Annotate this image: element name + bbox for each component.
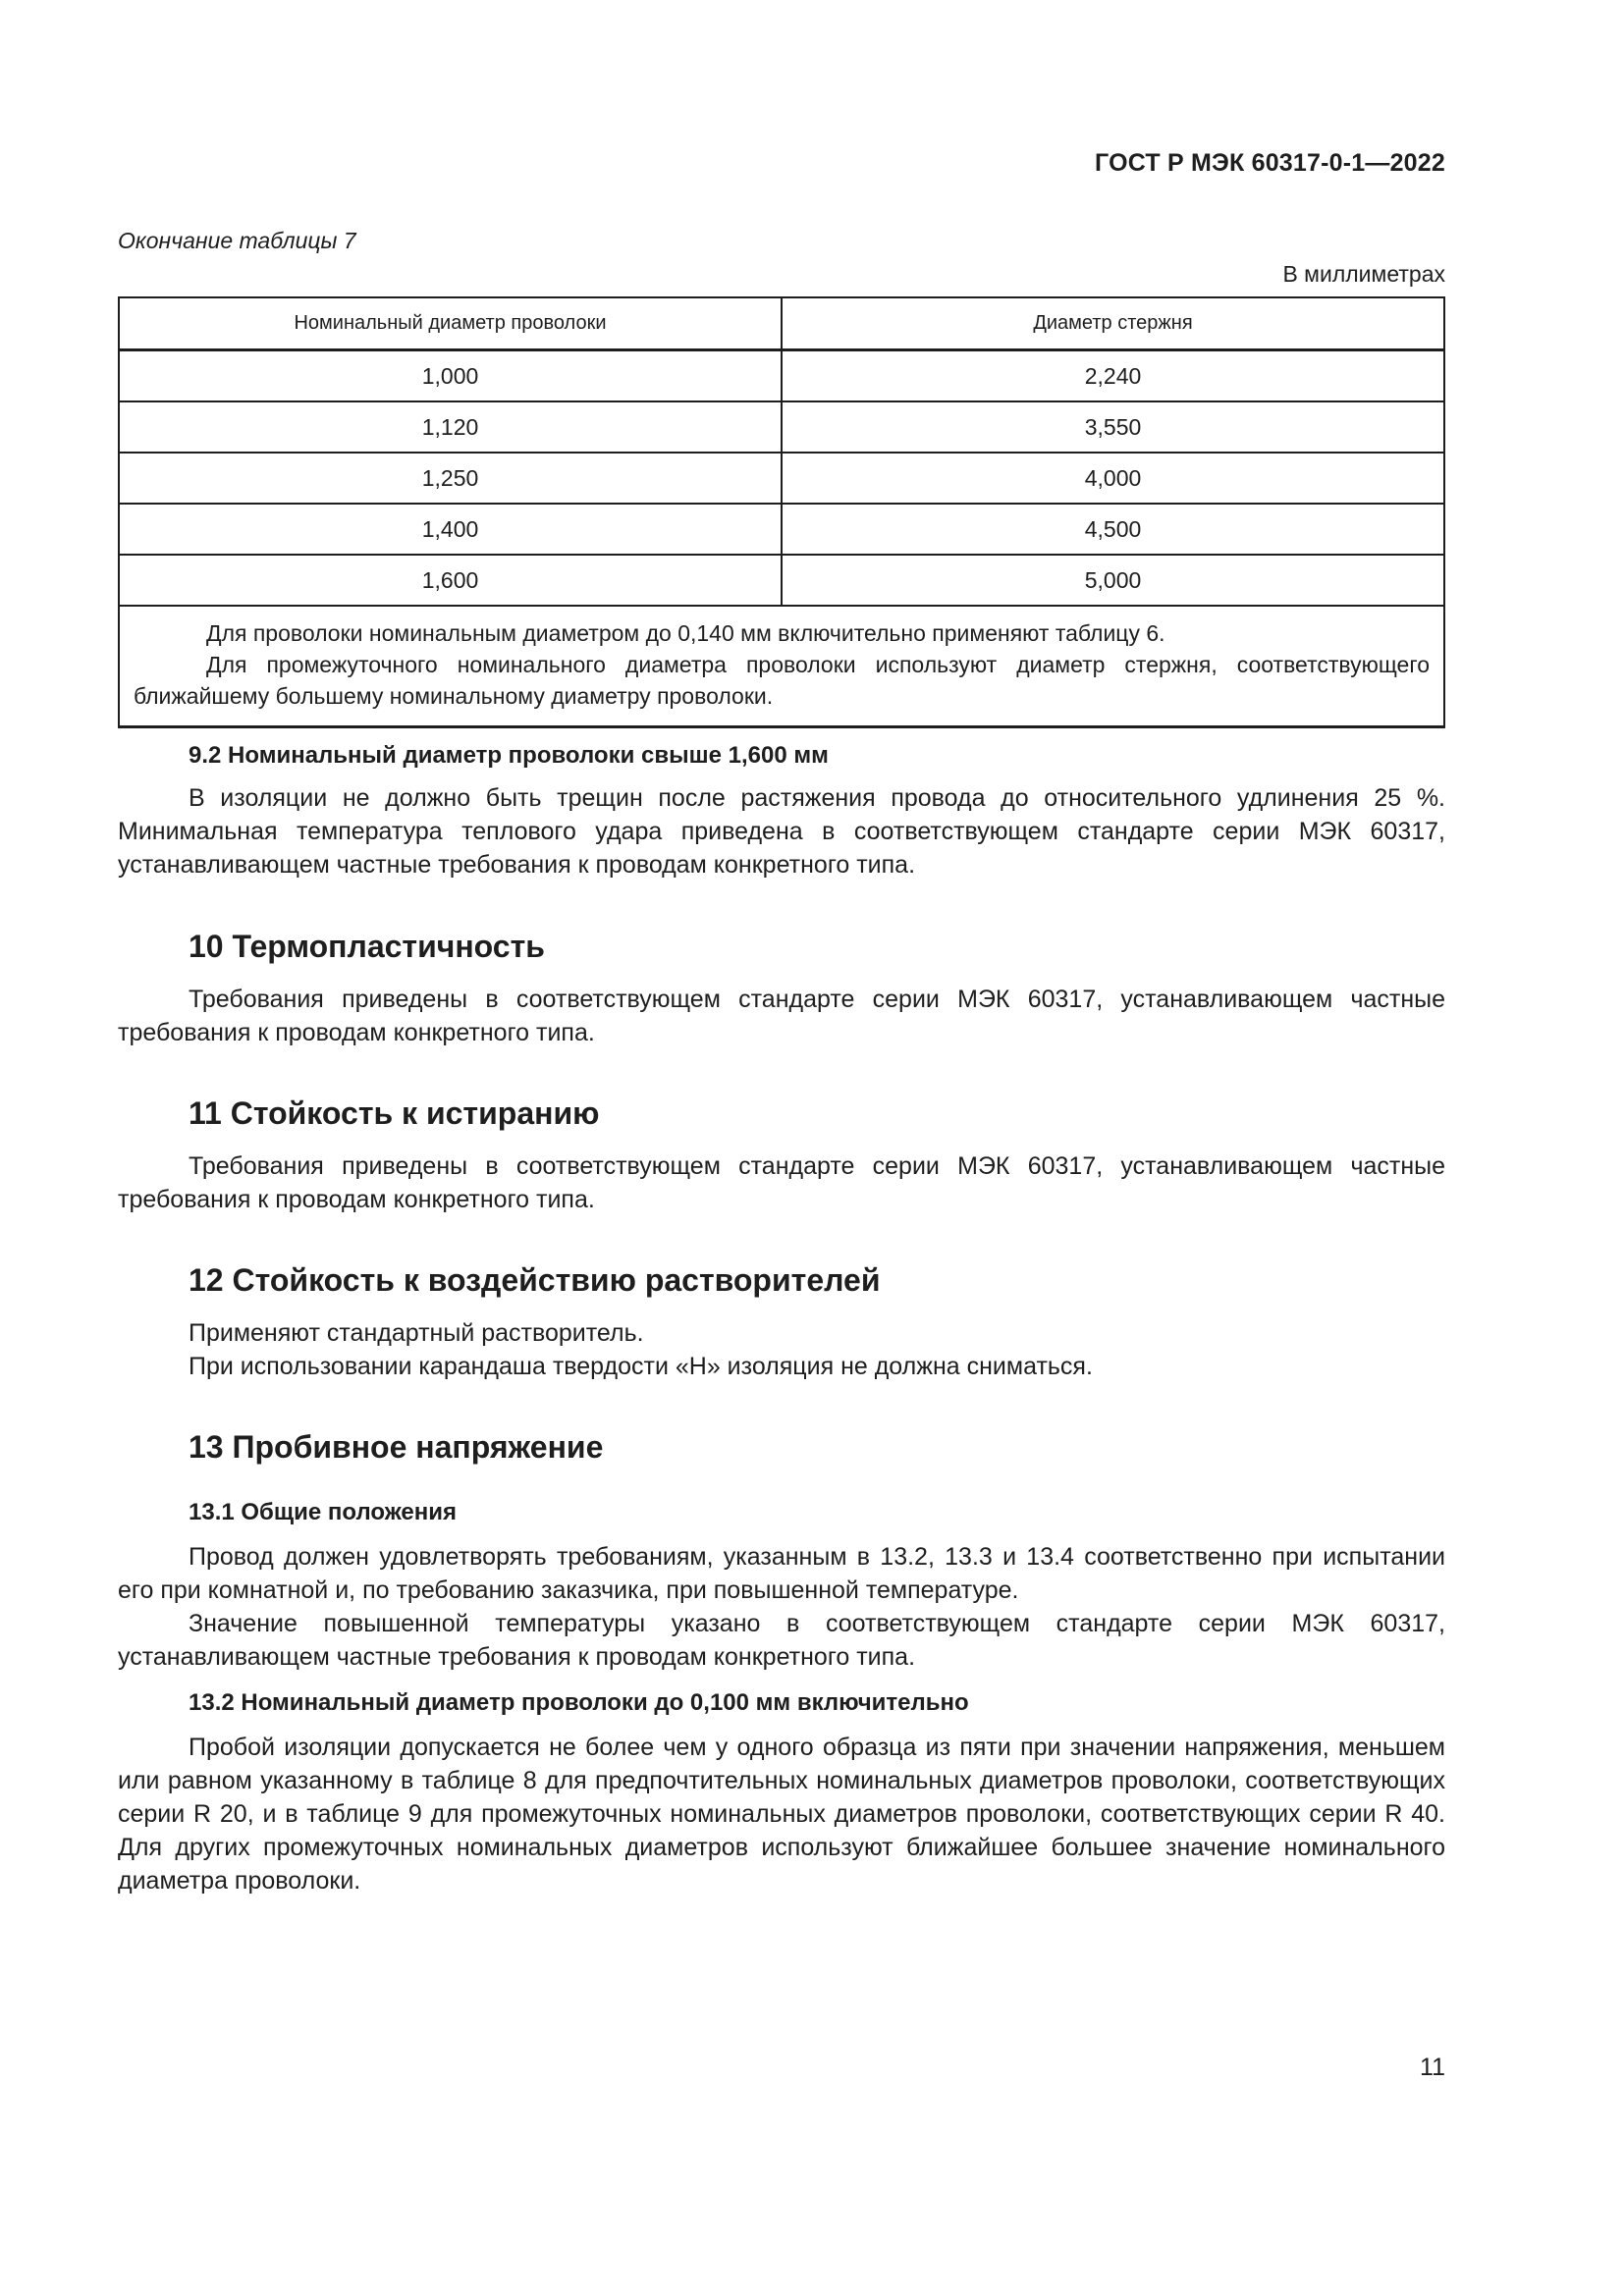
- section-10: [118, 929, 1445, 1049]
- table-row: [119, 453, 1444, 504]
- document-code: ГОСТ Р МЭК 60317-0-1—2022: [1095, 149, 1445, 177]
- table-row: [119, 555, 1444, 606]
- table-note-row: [119, 606, 1444, 727]
- table-cell: 1,120: [119, 401, 782, 453]
- paragraph: В изоляции не должно быть трещин после растяжения провода до относительного удлинения 25 %. Минимальная температура теплового удара приведена в соответствующем стандарте серии МЭК 60317, устанавливающем частные требования к проводам конкретного типа.: [118, 784, 1445, 879]
- table-cell: 2,240: [782, 350, 1444, 402]
- table-7: [118, 296, 1445, 728]
- table-row: [119, 350, 1444, 402]
- section-heading: 11 Стойкость к истиранию: [189, 1095, 600, 1131]
- table-cell: 5,000: [782, 555, 1444, 606]
- table-note: [119, 606, 1444, 727]
- table-note-line: Для проволоки номинальным диаметром до 0,140 мм включительно применяют таблицу 6.: [206, 620, 1165, 646]
- table-cell: 1,250: [119, 453, 782, 504]
- table-cell: 4,000: [782, 453, 1444, 504]
- table-cell: 4,500: [782, 504, 1444, 555]
- paragraph: Провод должен удовлетворять требованиям, указанным в 13.2, 13.3 и 13.4 соответственно при испытании его при комнатной и, по требованию заказчика, при повышенной температуре.: [118, 1543, 1445, 1604]
- section-heading: 13 Пробивное напряжение: [189, 1429, 604, 1465]
- paragraph: Требования приведены в соответствующем стандарте серии МЭК 60317, устанавливающем частные требования к проводам конкретного типа.: [118, 1152, 1445, 1213]
- table-cell: 1,000: [119, 350, 782, 402]
- subsection-heading: 13.2 Номинальный диаметр проволоки до 0,100 мм включительно: [189, 1689, 969, 1716]
- section-11: [118, 1095, 1445, 1216]
- table-cell: 3,550: [782, 401, 1444, 453]
- section-13: [118, 1429, 1445, 1897]
- section-heading: 10 Термопластичность: [189, 929, 545, 964]
- table-row: [119, 401, 1444, 453]
- table-cell: 1,400: [119, 504, 782, 555]
- section-heading: 9.2 Номинальный диаметр проволоки свыше 1,600 мм: [189, 742, 829, 769]
- table-row: [119, 504, 1444, 555]
- subsection-heading: 13.1 Общие положения: [189, 1499, 458, 1525]
- paragraph: При использовании карандаша твердости «Н» изоляция не должна сниматься.: [189, 1353, 1093, 1380]
- table-units: В миллиметрах: [1282, 261, 1445, 287]
- paragraph: Требования приведены в соответствующем стандарте серии МЭК 60317, устанавливающем частные требования к проводам конкретного типа.: [118, 986, 1445, 1046]
- table-caption: Окончание таблицы 7: [118, 228, 356, 253]
- paragraph: Применяют стандартный растворитель.: [189, 1319, 644, 1347]
- section-heading: 12 Стойкость к воздействию растворителей: [189, 1262, 881, 1298]
- paragraph: Пробой изоляции допускается не более чем у одного образца из пяти при значении напряжения, меньшем или равном указанному в таблице 8 для предпочтительных номинальных диаметров проволоки, соответствующих серии R 20, и в таблице 9 для промежуточных номинальных диаметров проволоки, соответствующих серии R 40. Для других промежуточных номинальных диаметров используют ближайшее большее значение номинального диаметра проволоки.: [118, 1734, 1445, 1895]
- section-9-2: [118, 742, 1445, 881]
- page-number: 11: [1420, 2054, 1445, 2081]
- table-note-line: Для промежуточного номинального диаметра проволоки используют диаметр стержня, соответствующего ближайшему большему номинальному диаметру проволоки.: [134, 652, 1430, 709]
- table-cell: 1,600: [119, 555, 782, 606]
- column-header-mandrel-diameter: Диаметр стержня: [782, 297, 1444, 350]
- paragraph: Значение повышенной температуры указано в соответствующем стандарте серии МЭК 60317, устанавливающем частные требования к проводам конкретного типа.: [118, 1610, 1445, 1671]
- section-12: [118, 1262, 1445, 1383]
- column-header-wire-diameter: Номинальный диаметр проволоки: [119, 297, 782, 350]
